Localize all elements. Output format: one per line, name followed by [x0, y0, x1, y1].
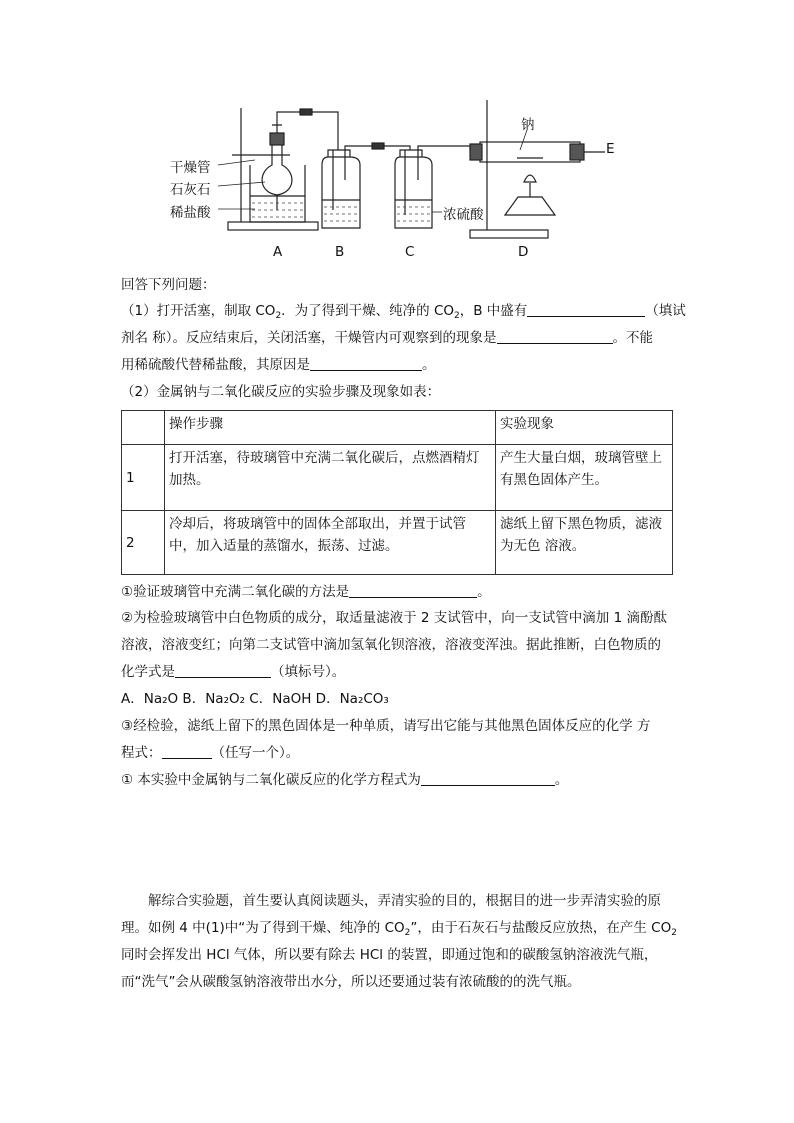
table-cell-phenomenon: 产生大量白烟，玻璃管壁上有黑色固体产生。 — [496, 445, 673, 511]
label-b: B — [335, 244, 345, 260]
sub4-line: ① 本实验中金属钠与二氧化碳反应的化学方程式为 。 — [121, 772, 569, 788]
table-cell-num: 1 — [122, 445, 165, 511]
table-cell-num: 2 — [122, 511, 165, 575]
experiment-table — [121, 410, 673, 575]
label-limestone: 石灰石 — [170, 182, 211, 198]
apparatus-figure — [0, 0, 794, 270]
analysis-line-4: 而“洗气”会从碳酸氢钠溶液带出水分，所以还要通过装有浓硫酸的的洗气瓶。 — [121, 974, 581, 990]
q1-line-1: （1）打开活塞，制取 $CO_2$．为了得到干燥、纯净的 $CO_2$，B 中盛有 （填试 — [121, 303, 686, 321]
sub2-line-1: ②为检验玻璃管中白色物质的成分，取适量滤液于 2 支试管中，向一支试管中滴加 1 滴酚酞 — [121, 610, 667, 626]
sub2-line-3: 化学式是 （填标号）。 — [121, 664, 346, 680]
label-drying-tube: 干燥管 — [170, 160, 211, 176]
label-c: C — [405, 244, 415, 260]
intro-text: 回答下列问题： — [121, 277, 216, 293]
analysis-line-1: 解综合实验题，首生要认真阅读题头，弄清实验的目的，根据目的进一步弄清实验的原 — [148, 893, 661, 909]
q1-line-2: 剂名 称）。反应结束后，关闭活塞，干燥管内可观察到的现象是 。不能 — [121, 330, 654, 346]
table-header-cell: 实验现象 — [496, 411, 673, 445]
answer-blank-na-co2-equation[interactable] — [421, 771, 555, 786]
table-cell-step: 冷却后，将玻璃管中的固体全部取出，并置于试管中，加入适量的蒸馏水，振荡、过滤。 — [165, 511, 496, 575]
table-row — [122, 445, 673, 511]
label-a: A — [273, 244, 283, 260]
q2-intro: （2）金属钠与二氧化碳反应的实验步骤及现象如表： — [121, 384, 441, 400]
stand-base-a — [228, 222, 318, 230]
analysis-paragraph — [121, 888, 677, 996]
sub2-line-2: 溶液，溶液变红；向第二支试管中滴加氢氧化钡溶液，溶液变浑浊。据此推断，白色物质的 — [121, 637, 661, 653]
table-cell-phenomenon: 滤纸上留下黑色物质，滤液为无色 溶液。 — [496, 511, 673, 575]
label-conc-h2so4: 浓硫酸 — [443, 207, 484, 223]
analysis-line-3: 同时会挥发出 HCl 气体，所以要有除去 HCl 的装置，即通过饱和的碳酸氢钠溶液洗气瓶， — [121, 947, 658, 963]
answer-blank-drying-tube-phenomenon[interactable] — [497, 329, 613, 344]
answer-blank-white-substance[interactable] — [175, 663, 271, 678]
table-cell-step: 打开活塞，待玻璃管中充满二氧化碳后，点燃酒精灯加热。 — [165, 445, 496, 511]
table-row — [122, 511, 673, 575]
sub2-options: A．Na₂O B．Na₂O₂ C．NaOH D．Na₂CO₃ — [121, 691, 389, 707]
label-sodium: 钠 — [521, 117, 535, 133]
sub3-line-1: ③经检验，滤纸上留下的黑色固体是一种单质，请写出它能与其他黑色固体反应的化学 方 — [121, 718, 651, 734]
table-header-cell: 操作步骤 — [165, 411, 496, 445]
answer-blank-verify-co2[interactable] — [349, 583, 477, 598]
sub1-line: ①验证玻璃管中充满二氧化碳的方法是 。 — [121, 584, 491, 600]
label-e: E — [606, 141, 615, 157]
sub3-line-2: 程式： （任写一个）。 — [121, 745, 300, 761]
answer-blank-reason[interactable] — [310, 356, 422, 371]
table-header-row — [122, 411, 673, 445]
analysis-line-2: 理。如例 4 中(1)中“为了得到干燥、纯净的 $CO_2$”，由于石灰石与盐酸反应放热，在产生 $CO_2$ — [121, 920, 677, 938]
q1-line-3: 用稀硫酸代替稀盐酸，其原因是 。 — [121, 357, 436, 373]
answer-blank-equation-black-solid[interactable] — [162, 744, 212, 759]
table-header-cell — [122, 411, 165, 445]
label-d: D — [518, 244, 529, 260]
label-dilute-hcl: 稀盐酸 — [170, 205, 211, 221]
answer-blank-b-reagent[interactable] — [527, 302, 645, 317]
